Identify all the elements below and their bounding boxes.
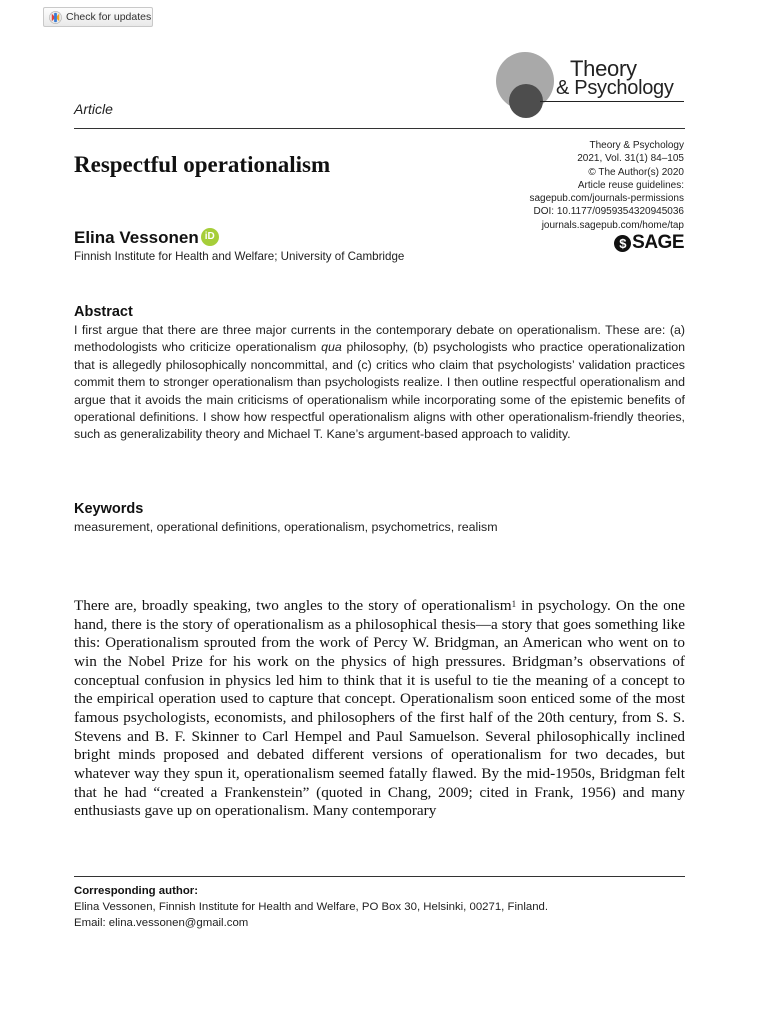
corresponding-author-heading: Corresponding author:: [74, 885, 199, 897]
meta-copyright: © The Author(s) 2020: [588, 166, 684, 178]
corresponding-author-email[interactable]: Email: elina.vessonen@gmail.com: [74, 917, 249, 929]
footnote-marker[interactable]: 1: [511, 599, 517, 609]
author-name[interactable]: Elina Vessonen: [74, 228, 199, 247]
meta-permissions-link[interactable]: sagepub.com/journals-permissions: [529, 193, 684, 205]
article-type-label: Article: [74, 101, 113, 117]
publication-metadata: [529, 139, 684, 232]
orcid-label: iD: [204, 231, 215, 242]
logo-text-theory: Theory: [570, 56, 637, 81]
check-for-updates-button[interactable]: [43, 7, 153, 27]
sage-logo: [614, 232, 684, 254]
meta-journal-link[interactable]: journals.sagepub.com/home/tap: [541, 219, 684, 231]
logo-circle-dark: [509, 84, 543, 118]
article-title: Respectful operationalism: [74, 152, 331, 177]
abstract-text-part2: philosophy, (b) psychologists who practice operationalization that is allegedly philosophically noncommittal, and (c) critics who claim that psychologists’ validation practices commit them to stronger operationalism than psychologists realize. I then outline respectful operationalism and argue that it avoids the main criticisms of operationalism while incorporating some of the epistemic benefits of operational definitions. I show how respectful operationalism aligns with other operationalism-friendly theories, such as generalizability theory and Michael T. Kane’s argument-based approach to validity.: [74, 340, 685, 442]
footnote-divider: [74, 876, 685, 877]
logo-underline: [540, 101, 684, 102]
author-line: [74, 228, 219, 248]
meta-volume: 2021, Vol. 31(1) 84–105: [577, 153, 684, 165]
check-for-updates-label: Check for updates: [66, 11, 152, 23]
meta-doi[interactable]: DOI: 10.1177/0959354320945036: [533, 206, 684, 218]
abstract-text-part1: I first argue that there are three major currents in the contemporary debate on operationalism. These are: (a) methodologists who criticize operationalism: [74, 323, 685, 355]
abstract-heading: Abstract: [74, 304, 133, 320]
abstract-text: [74, 322, 685, 444]
logo-text-psychology: & Psychology: [556, 77, 674, 99]
keywords-heading: Keywords: [74, 501, 144, 517]
abstract-qua: qua: [321, 340, 342, 355]
header-divider: [74, 128, 685, 129]
sage-logo-text: SAGE: [632, 232, 684, 253]
orcid-icon[interactable]: [201, 228, 219, 246]
body-paragraph: [74, 597, 685, 821]
crossmark-icon: [49, 11, 62, 24]
body-text-part1: There are, broadly speaking, two angles to the story of operationalism: [74, 597, 512, 614]
journal-logo: [494, 50, 686, 118]
meta-reuse-label: Article reuse guidelines:: [577, 179, 684, 191]
sage-s-icon: $: [614, 235, 631, 252]
meta-journal: Theory & Psychology: [589, 140, 684, 151]
author-affiliation: Finnish Institute for Health and Welfare; University of Cambridge: [74, 250, 405, 263]
keywords-text: measurement, operational definitions, operationalism, psychometrics, realism: [74, 520, 498, 534]
corresponding-author-address: Elina Vessonen, Finnish Institute for Health and Welfare, PO Box 30, Helsinki, 00271, Finland.: [74, 901, 549, 913]
body-text-part2: in psychology. On the one hand, there is the story of operationalism as a philosophical thesis—a story that goes something like this: Operationalism sprouted from the work of Percy W. Bridgman, an American who went on to win the Nobel Prize for his work on the physics of high pressures. Bridgman’s observations of conceptual confusion in physics led him to think that it is useful to tie the meaning of a concept to the empirical operation used to capture that concept. Operationalism soon enticed some of the most famous psychologists, economists, and philosophers of the first half of the 20th century, from S. S. Stevens and B. F. Skinner to Carl Hempel and Paul Samuelson. Several philosophically inclined bright minds proposed and debated different versions of operationalism for two decades, but whatever way they spun it, operationalism seemed fatally flawed. By the mid-1950s, Bridgman felt that he had “created a Frankenstein” (quoted in Chang, 2009; cited in Frank, 1956) and many enthusiasts gave up on operationalism. Many contemporary: [74, 597, 686, 820]
